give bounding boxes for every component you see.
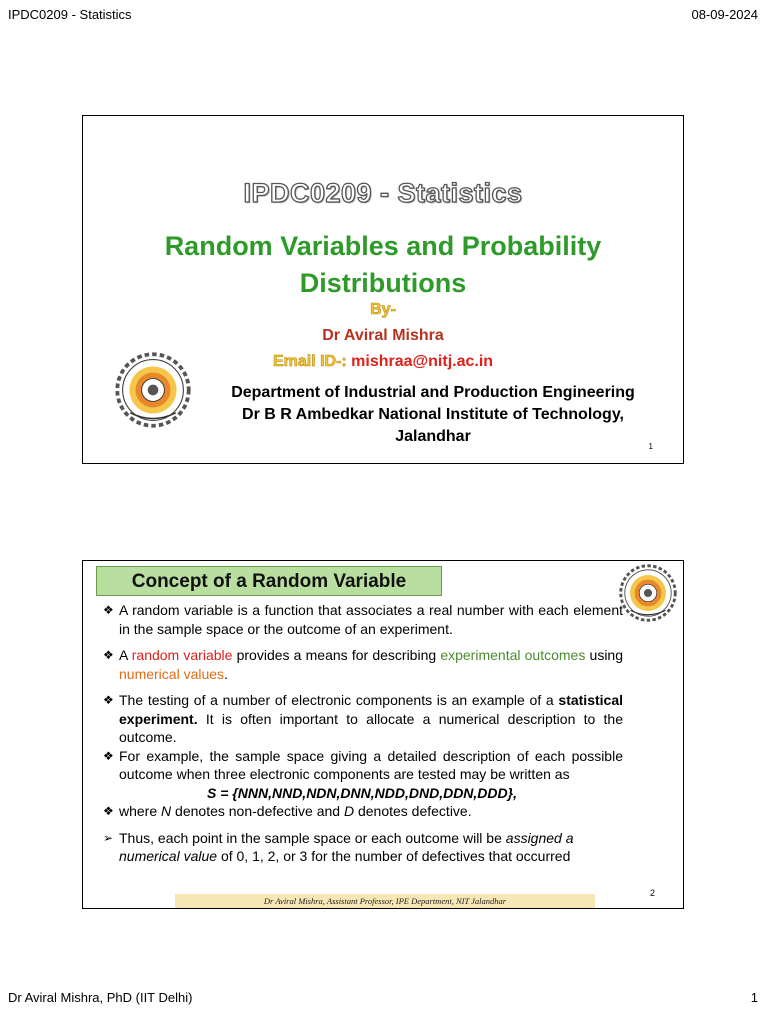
bullet-example: ❖ For example, the sample space giving a detailed description of each possible outcome when three electronic components are tested may be written as <box>103 747 623 782</box>
sample-space-equation: S = {NNN,NND,NDN,DNN,NDD,DND,DDN,DDD}, <box>207 784 517 801</box>
email-address: mishraa@nitj.ac.in <box>351 353 494 370</box>
page-header-date: 08-09-2024 <box>691 7 758 22</box>
bullet-notation: ❖ where N denotes non-defective and D denotes defective. <box>103 803 472 819</box>
department-info <box>203 382 663 448</box>
slide-number: 2 <box>649 888 655 898</box>
slide-title-box <box>96 566 442 596</box>
dept-line-1: Department of Industrial and Production Engineering <box>231 384 635 401</box>
slide-number: 1 <box>648 442 653 451</box>
bullet-conclusion: ➢ Thus, each point in the sample space or each outcome will be assigned a numerical value of 0, 1, 2, or 3 for the number of defectives that occurred <box>103 829 574 864</box>
dept-line-2: Dr B R Ambedkar National Institute of Technology, <box>242 406 624 423</box>
diamond-bullet-icon: ❖ <box>103 693 114 707</box>
institute-logo-icon <box>619 564 677 622</box>
bullet-statistical-experiment: ❖ The testing of a number of electronic components is an example of a statistical experiment. It is often important to allocate a numerical description to the outcome. <box>103 692 623 745</box>
diamond-bullet-icon: ❖ <box>103 804 114 818</box>
arrow-bullet-icon: ➢ <box>103 830 114 845</box>
diamond-bullet-icon: ❖ <box>103 648 114 662</box>
page-header-title: IPDC0209 - Statistics <box>8 7 132 22</box>
by-label: By- <box>370 301 396 318</box>
institute-logo-icon <box>115 352 191 428</box>
slide-body <box>101 601 623 866</box>
author-name: Dr Aviral Mishra <box>322 327 444 344</box>
course-code-title: IPDC0209 - Statistics <box>243 178 523 208</box>
slide-main-title <box>83 228 683 302</box>
slide-2 <box>82 560 684 909</box>
page-footer-author: Dr Aviral Mishra, PhD (IIT Delhi) <box>8 990 193 1005</box>
title-line-2: Distributions <box>299 268 467 298</box>
email-label: Email ID-: <box>272 353 352 370</box>
bullet-purpose: ❖ A random variable provides a means for describing experimental outcomes using numerical values. <box>103 647 623 682</box>
slide-title: Concept of a Random Variable <box>131 571 407 592</box>
dept-line-3: Jalandhar <box>395 428 471 445</box>
slide-footer: Dr Aviral Mishra, Assistant Professor, IPE Department, NIT Jalandhar <box>175 894 595 908</box>
diamond-bullet-icon: ❖ <box>103 748 114 763</box>
bullet-definition: ❖ A random variable is a function that associates a real number with each element in the sample space or the outcome of an experiment. <box>103 602 623 637</box>
title-line-1: Random Variables and Probability <box>164 231 602 261</box>
page-number: 1 <box>750 990 758 1005</box>
slide-1 <box>82 115 684 464</box>
diamond-bullet-icon: ❖ <box>103 603 114 617</box>
